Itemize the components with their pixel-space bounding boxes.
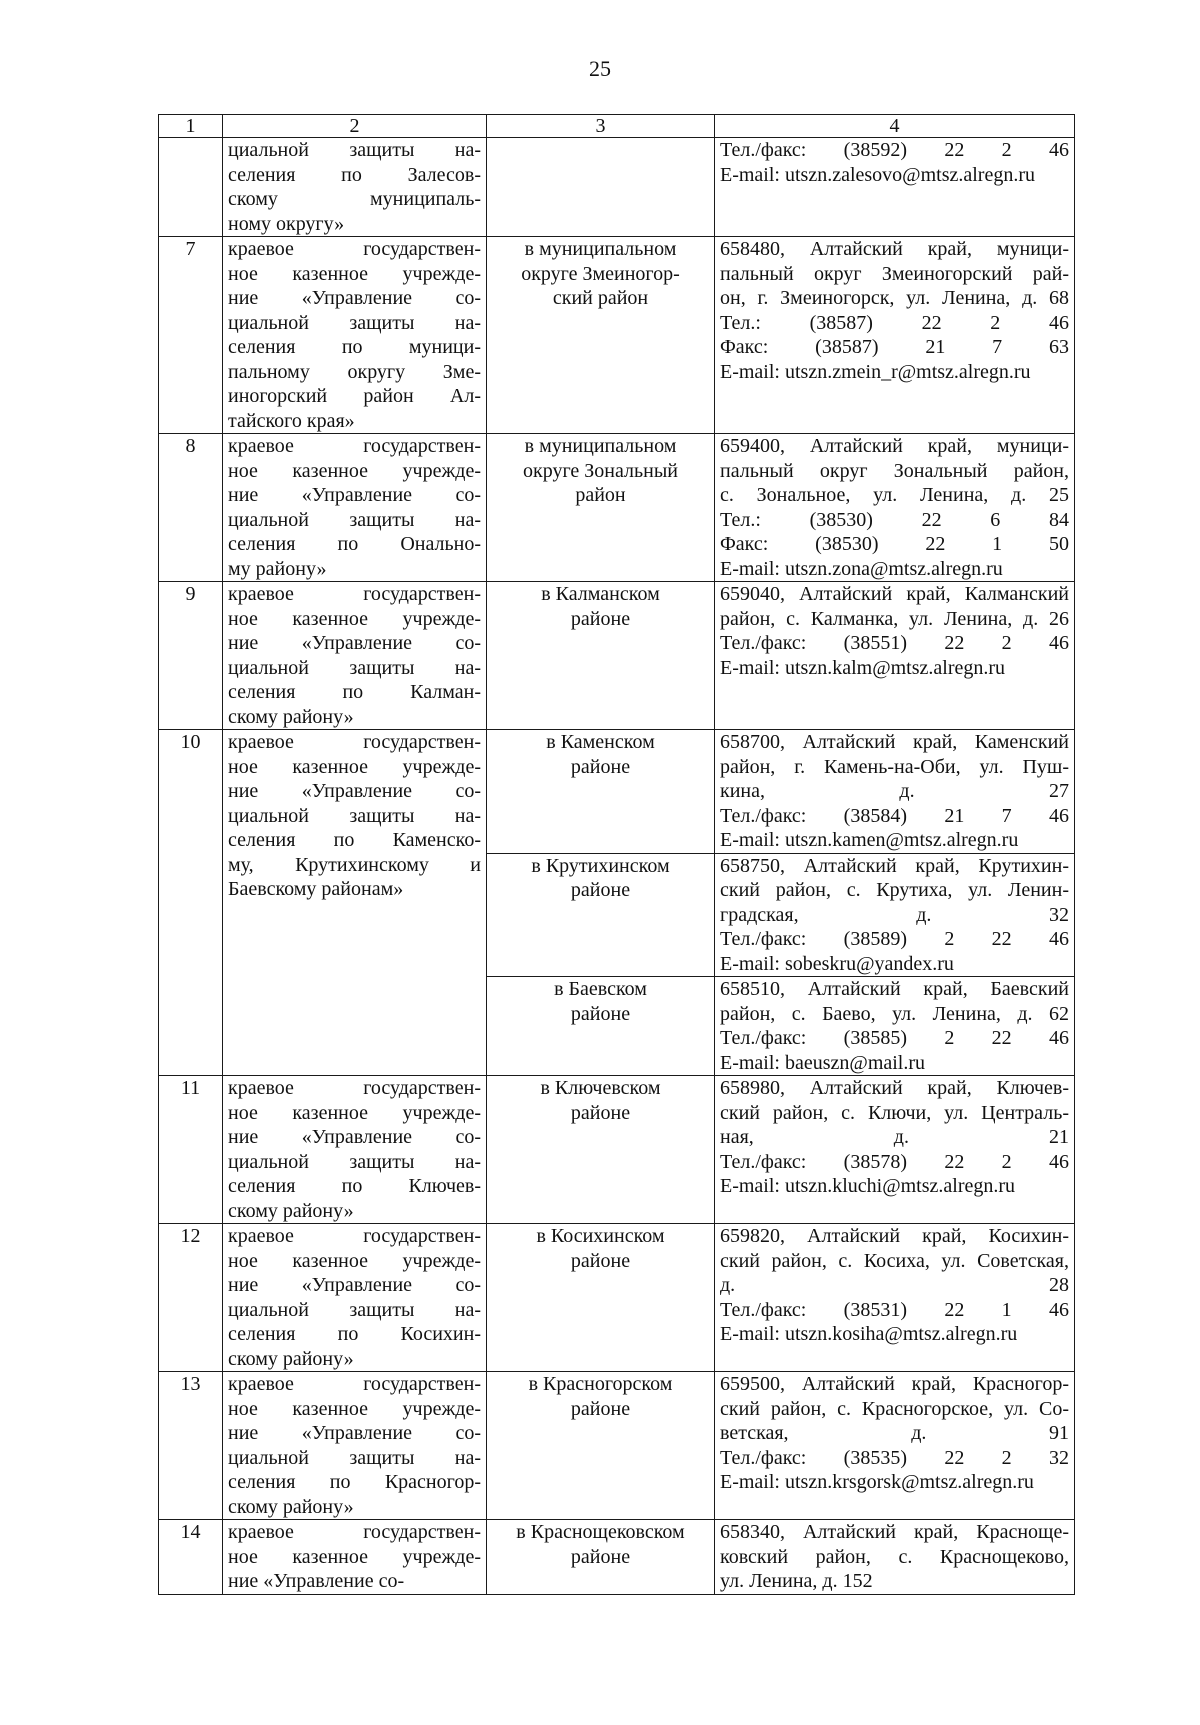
cell-line: ский район, с. Красногорское, ул. Со-	[720, 1397, 1069, 1420]
table-row	[159, 1076, 1075, 1224]
cell-line: округе Зональный	[523, 459, 678, 482]
cell-line: ние «Управление со-	[228, 1274, 481, 1296]
cell-line: 659500, Алтайский край, Красногор-	[720, 1373, 1069, 1395]
cell-line: скому району»	[228, 1495, 354, 1518]
cell-line: 658510, Алтайский край, Баевский	[720, 978, 1069, 1000]
cell-line: циальной защиты на-	[228, 804, 481, 827]
cell-line: ное казенное учрежде-	[228, 1101, 481, 1124]
table-row	[159, 1520, 1075, 1595]
cell-line: ное казенное учрежде-	[228, 607, 481, 630]
row-number-cell	[159, 138, 223, 237]
district-cell	[487, 582, 715, 730]
cell-line: Тел./факс: (38578) 22 2 46	[720, 1150, 1069, 1173]
table-row	[159, 582, 1075, 730]
contacts-cell	[715, 977, 1075, 1076]
cell-line: ский район	[552, 287, 649, 309]
institution-cell	[223, 138, 487, 237]
cell-line: краевое государствен-	[228, 1373, 481, 1395]
cell-line: ский район, с. Косиха, ул. Советская,	[720, 1249, 1069, 1272]
header-cell-col3: 3	[487, 115, 715, 138]
cell-line: 659820, Алтайский край, Косихин-	[720, 1225, 1069, 1247]
row-number-cell: 11	[159, 1076, 223, 1224]
cell-line: в Косихинском	[536, 1225, 665, 1247]
cell-line: ное казенное учрежде-	[228, 1545, 481, 1568]
cell-line: округе Змеиногор-	[521, 262, 680, 285]
institution-cell	[223, 1520, 487, 1595]
contacts-cell	[715, 582, 1075, 730]
cell-line: Тел.: (38530) 22 6 84	[720, 508, 1069, 531]
cell-line: краевое государствен-	[228, 238, 481, 260]
cell-line: районе	[570, 1249, 631, 1272]
table-row	[159, 1224, 1075, 1372]
cell-line: район, с. Баево, ул. Ленина, д. 62	[720, 1002, 1069, 1025]
cell-line: ский район, с. Ключи, ул. Централь-	[720, 1101, 1069, 1124]
institution-cell	[223, 1372, 487, 1520]
cell-line: ние «Управление со-	[228, 484, 481, 506]
cell-line: ное казенное учрежде-	[228, 262, 481, 285]
cell-line: 658480, Алтайский край, муници-	[720, 238, 1069, 260]
cell-line: Тел./факс: (38584) 21 7 46	[720, 804, 1069, 827]
header-cell-col2: 2	[223, 115, 487, 138]
cell-line: с. Зональное, ул. Ленина, д. 25	[720, 484, 1069, 506]
cell-line: E-mail: baeuszn@mail.ru	[720, 1051, 926, 1074]
cell-line: градская, д. 32	[720, 903, 1069, 926]
cell-line: скому району»	[228, 1347, 354, 1370]
contacts-cell	[715, 1520, 1075, 1595]
header-cell-col1: 1	[159, 115, 223, 138]
cell-line: Тел./факс: (38531) 22 1 46	[720, 1298, 1069, 1321]
cell-line: в Красногорском	[528, 1373, 673, 1395]
cell-line: селения по Красногор-	[228, 1471, 481, 1493]
institution-cell	[223, 1076, 487, 1224]
cell-line: в Краснощековском	[516, 1521, 685, 1543]
cell-line: скому району»	[228, 1199, 354, 1222]
cell-line: район	[575, 484, 626, 506]
cell-line: ул. Ленина, д. 152	[720, 1570, 873, 1592]
cell-line: циальной защиты на-	[228, 311, 481, 334]
cell-line: скому муниципаль-	[228, 188, 481, 210]
cell-line: циальной защиты на-	[228, 1446, 481, 1469]
cell-line: 658700, Алтайский край, Каменский	[720, 731, 1069, 753]
cell-line: иногорский район Ал-	[228, 385, 481, 407]
cell-line: ние «Управление со-	[228, 780, 481, 802]
table-row	[159, 434, 1075, 582]
contacts-cell	[715, 434, 1075, 582]
district-cell	[487, 1224, 715, 1372]
cell-line: Тел./факс: (38551) 22 2 46	[720, 632, 1069, 654]
cell-line: E-mail: utszn.kamen@mtsz.alregn.ru	[720, 829, 1019, 851]
cell-line: пальный округ Змеиногорский рай-	[720, 262, 1069, 285]
cell-line: ное казенное учрежде-	[228, 755, 481, 778]
cell-line: скому району»	[228, 705, 354, 728]
cell-line: в Калманском	[541, 583, 660, 605]
cell-line: Баевскому районам»	[228, 878, 404, 900]
cell-line: ная, д. 21	[720, 1126, 1069, 1148]
cell-line: районе	[570, 755, 631, 778]
cell-line: 658340, Алтайский край, Краснощe-	[720, 1521, 1069, 1543]
table-row	[159, 237, 1075, 434]
cell-line: селения по муници-	[228, 336, 481, 358]
table-body	[159, 138, 1075, 1595]
cell-line: ние «Управление со-	[228, 632, 481, 654]
cell-line: ский район, с. Крутиха, ул. Ленин-	[720, 879, 1069, 901]
cell-line: районе	[570, 1545, 631, 1568]
district-cell	[487, 237, 715, 434]
cell-line: циальной защиты на-	[228, 656, 481, 679]
row-number-cell: 12	[159, 1224, 223, 1372]
cell-line: в муниципальном	[524, 435, 677, 457]
cell-line: краевое государствен-	[228, 435, 481, 457]
cell-line: циальной защиты на-	[228, 1150, 481, 1173]
cell-line: ние «Управление со-	[228, 1570, 405, 1592]
contacts-cell	[715, 1224, 1075, 1372]
cell-line: 659400, Алтайский край, муници-	[720, 435, 1069, 457]
contacts-cell	[715, 138, 1075, 237]
cell-line: селения по Ключев-	[228, 1175, 481, 1197]
institution-cell	[223, 434, 487, 582]
institution-cell	[223, 730, 487, 1076]
contacts-cell	[715, 730, 1075, 854]
table-row	[159, 1372, 1075, 1520]
district-cell	[487, 730, 715, 854]
cell-line: ное казенное учрежде-	[228, 459, 481, 482]
district-cell	[487, 1076, 715, 1224]
header-cell-col4: 4	[715, 115, 1075, 138]
cell-line: краевое государствен-	[228, 1521, 481, 1543]
cell-line: ному округу»	[228, 212, 345, 235]
cell-line: му району»	[228, 557, 327, 580]
row-number-cell: 14	[159, 1520, 223, 1595]
cell-line: район, с. Калманка, ул. Ленина, д. 26	[720, 607, 1069, 630]
contacts-cell	[715, 1076, 1075, 1224]
cell-line: краевое государствен-	[228, 1225, 481, 1247]
cell-line: циальной защиты на-	[228, 1298, 481, 1321]
cell-line: Тел.: (38587) 22 2 46	[720, 311, 1069, 334]
cell-line: E-mail: sobeskru@yandex.ru	[720, 952, 954, 975]
institutions-table	[158, 114, 1075, 1595]
row-number-cell: 7	[159, 237, 223, 434]
cell-line: тайского края»	[228, 409, 355, 432]
district-cell	[487, 1372, 715, 1520]
cell-line: краевое государствен-	[228, 731, 481, 753]
cell-line: ние «Управление со-	[228, 287, 481, 309]
cell-line: районе	[570, 1397, 631, 1420]
page-number: 25	[589, 56, 611, 81]
row-number-cell: 13	[159, 1372, 223, 1520]
cell-line: Тел./факс: (38589) 2 22 46	[720, 928, 1069, 950]
cell-line: 658980, Алтайский край, Ключев-	[720, 1077, 1069, 1099]
cell-line: ветская, д. 91	[720, 1422, 1069, 1444]
row-number-cell: 9	[159, 582, 223, 730]
cell-line: Тел./факс: (38585) 2 22 46	[720, 1027, 1069, 1049]
cell-line: в муниципальном	[524, 238, 677, 260]
district-cell	[487, 853, 715, 977]
cell-line: селения по Каменско-	[228, 829, 481, 851]
cell-line: ное казенное учрежде-	[228, 1249, 481, 1272]
cell-line: селения по Косихин-	[228, 1323, 481, 1345]
cell-line: му, Крутихинскому и	[228, 853, 481, 876]
cell-line: районе	[570, 1002, 631, 1025]
district-cell	[487, 1520, 715, 1595]
district-cell	[487, 138, 715, 237]
cell-line: селения по Онально-	[228, 533, 481, 555]
contacts-cell	[715, 853, 1075, 977]
cell-line: E-mail: utszn.krsgorsk@mtsz.alregn.ru	[720, 1471, 1034, 1493]
table-row	[159, 138, 1075, 237]
cell-line: циальной защиты на-	[228, 139, 481, 161]
contacts-cell	[715, 1372, 1075, 1520]
cell-line: он, г. Змеиногорск, ул. Ленина, д. 68	[720, 287, 1069, 309]
cell-line: районе	[570, 1101, 631, 1124]
district-cell	[487, 434, 715, 582]
cell-line: в Каменском	[546, 731, 655, 753]
cell-line: циальной защиты на-	[228, 508, 481, 531]
cell-line: краевое государствен-	[228, 583, 481, 605]
cell-line: районе	[570, 879, 631, 901]
row-number-cell: 8	[159, 434, 223, 582]
cell-line: E-mail: utszn.zmein_r@mtsz.alregn.ru	[720, 360, 1031, 383]
cell-line: ние «Управление со-	[228, 1422, 481, 1444]
cell-line: Тел./факс: (38592) 22 2 46	[720, 139, 1069, 161]
cell-line: районе	[570, 607, 631, 630]
institution-cell	[223, 582, 487, 730]
row-number-cell: 10	[159, 730, 223, 1076]
contacts-cell	[715, 237, 1075, 434]
cell-line: д. 28	[720, 1274, 1069, 1296]
cell-line: пальный округ Зональный район,	[720, 459, 1069, 482]
cell-line: ное казенное учрежде-	[228, 1397, 481, 1420]
cell-line: E-mail: utszn.kalm@mtsz.alregn.ru	[720, 656, 1006, 679]
cell-line: краевое государствен-	[228, 1077, 481, 1099]
cell-line: в Ключевском	[540, 1077, 661, 1099]
cell-line: Факс: (38587) 21 7 63	[720, 336, 1069, 358]
table-row	[159, 730, 1075, 854]
cell-line: E-mail: utszn.zalesovo@mtsz.alregn.ru	[720, 163, 1035, 186]
cell-line: в Баевском	[554, 978, 647, 1000]
cell-line: Тел./факс: (38535) 22 2 32	[720, 1446, 1069, 1469]
cell-line: E-mail: utszn.kluchi@mtsz.alregn.ru	[720, 1175, 1016, 1197]
district-cell	[487, 977, 715, 1076]
cell-line: ковский район, с. Краснощеково,	[720, 1545, 1069, 1568]
cell-line: Факс: (38530) 22 1 50	[720, 533, 1069, 555]
cell-line: 658750, Алтайский край, Крутихин-	[720, 854, 1069, 877]
cell-line: ние «Управление со-	[228, 1126, 481, 1148]
cell-line: в Крутихинском	[531, 854, 670, 877]
cell-line: селения по Калман-	[228, 681, 481, 703]
cell-line: селения по Залесов-	[228, 163, 481, 186]
table-header-row	[159, 115, 1075, 138]
institution-cell	[223, 237, 487, 434]
cell-line: пальному округу Зме-	[228, 360, 481, 383]
cell-line: район, г. Камень-на-Оби, ул. Пуш-	[720, 755, 1069, 778]
cell-line: кина, д. 27	[720, 780, 1069, 802]
cell-line: 659040, Алтайский край, Калманский	[720, 583, 1069, 605]
institution-cell	[223, 1224, 487, 1372]
cell-line: E-mail: utszn.kosiha@mtsz.alregn.ru	[720, 1323, 1018, 1345]
cell-line: E-mail: utszn.zona@mtsz.alregn.ru	[720, 557, 1003, 580]
